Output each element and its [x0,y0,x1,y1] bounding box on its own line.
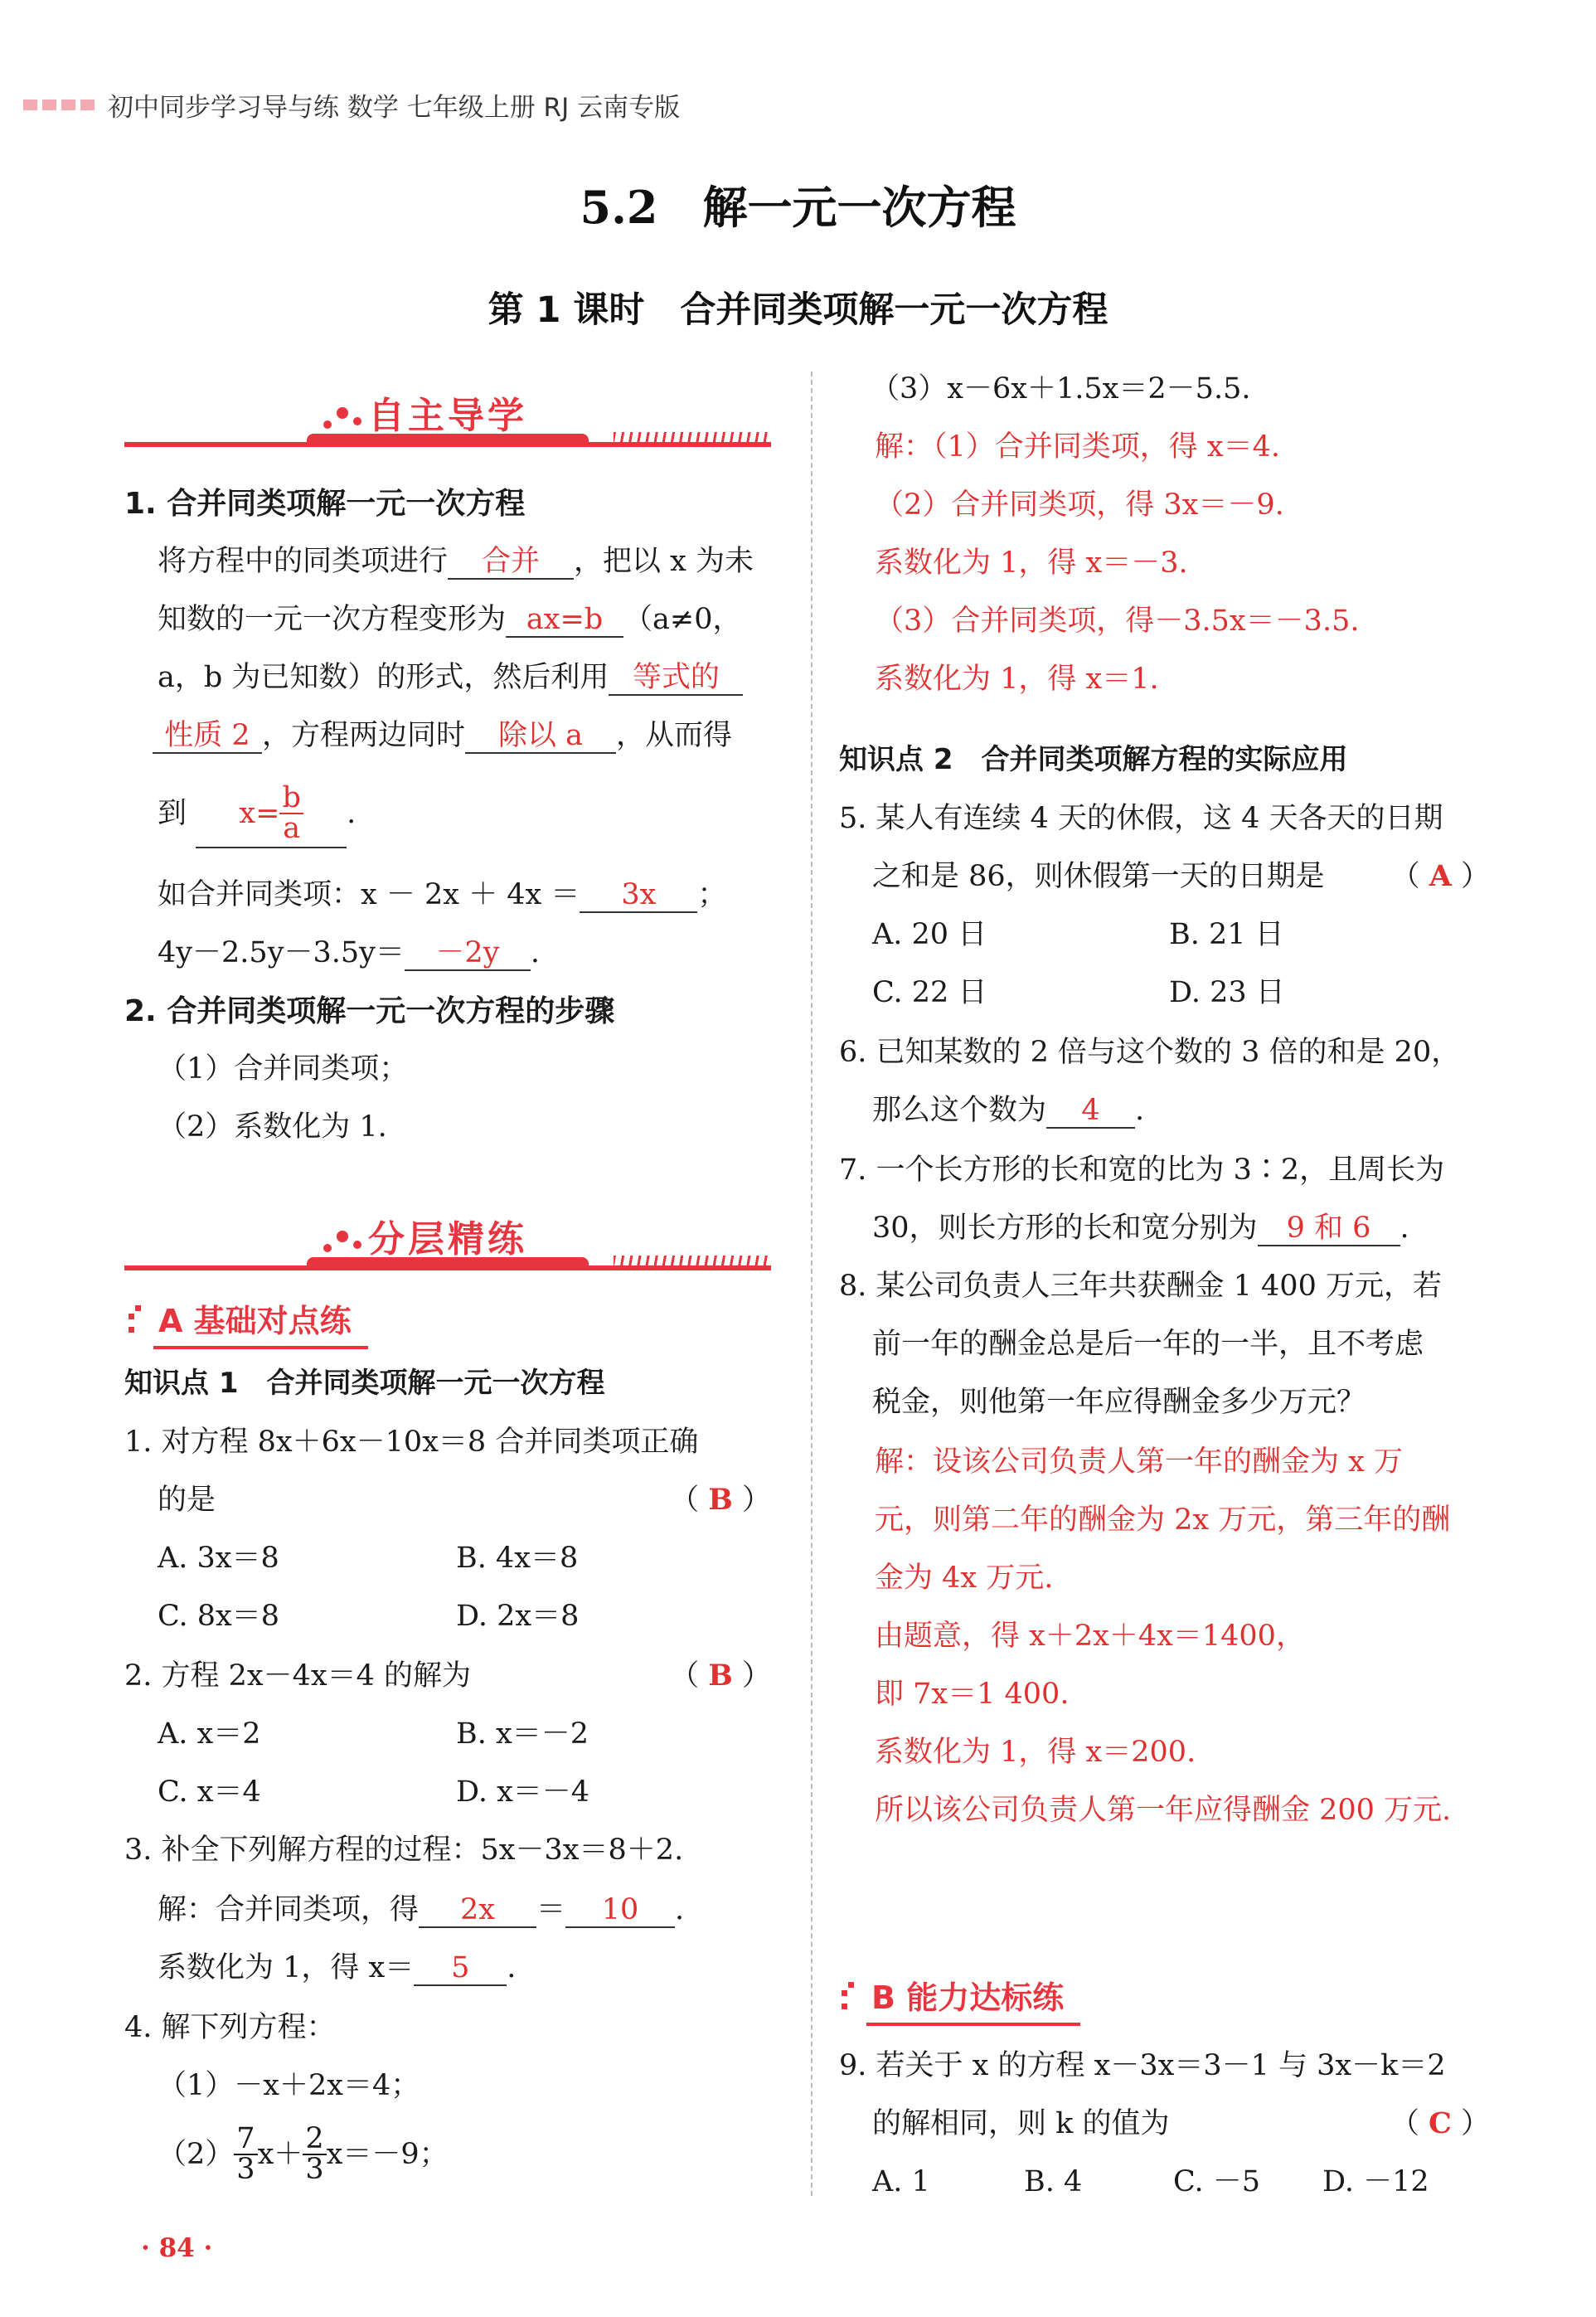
question-9-cont: 的解相同，则 k 的值为 （ C ） [872,2106,1490,2140]
lesson-title: 第 1 课时 合并同类项解一元一次方程 [488,289,1108,331]
option-b: B. x＝－2 [456,1717,589,1751]
option-d: D. 23 日 [1169,976,1285,1009]
subsection-b: B 能力达标练 [842,1972,1064,2018]
k1-line-4: 性质 2 ，方程两边同时 除以 a ，从而得 [158,718,732,754]
blank-answer-fraction: x= $\frac{b}{a}$ [196,784,347,848]
k1-line-2: 知数的一元一次方程变形为 ax=b （a≠0， [158,603,742,636]
blank-answer: 3x [580,879,697,913]
banner-self-study [124,386,771,460]
question-6-cont: 那么这个数为 4 . [872,1094,1145,1127]
option-a: A. 20 日 [872,918,987,951]
header-square-icon [80,100,95,110]
header-square-icon [42,100,56,110]
blank-answer: 等式的 [609,662,743,696]
solution-line: 所以该公司负责人第一年应得酬金 200 万元. [875,1794,1452,1827]
blank-answer: 4 [1046,1095,1135,1129]
solution-line: （2）合并同类项，得 3x＝－9. [875,488,1284,522]
solution-line: 解：（1）合并同类项，得 x＝4. [875,430,1281,464]
question-4-part-2: （2） $\frac{7}{3}$ x＋ $\frac{2}{3}$ x＝－9； [158,2122,449,2186]
k1-line-7: 4y－2.5y－3.5y＝ －2y . [158,936,541,969]
question-8: 8. 某公司负责人三年共获酬金 1 400 万元，若 [839,1270,1442,1303]
question-3-step-2: 系数化为 1，得 x＝ 5 . [158,1951,517,1984]
blank-answer: 2x [419,1894,536,1928]
question-4-part-1: （1）－x＋2x＝4； [158,2069,420,2102]
solution-line: 系数化为 1，得 x＝－3. [875,546,1188,580]
subsection-a: A 基础对点练 [129,1295,352,1341]
question-4-part-3: （3）x－6x＋1.5x＝2－5.5. [871,372,1251,406]
question-5-cont: 之和是 86，则休假第一天的日期是 （ A ） [872,859,1490,893]
k1-line-3: a，b 为已知数）的形式，然后利用 等式的 [158,660,743,696]
question-1: 1. 对方程 8x＋6x－10x＝8 合并同类项正确 [124,1426,699,1459]
running-header [23,86,680,124]
option-c: C. x＝4 [158,1775,261,1809]
solution-line: 系数化为 1，得 x＝1. [875,663,1159,696]
option-b: B. 21 日 [1169,918,1284,951]
section-title: 5.2 解一元一次方程 [580,181,1016,234]
question-9: 9. 若关于 x 的方程 x－3x＝3－1 与 3x－k＝2 [839,2049,1446,2082]
question-7-cont: 30，则长方形的长和宽分别为 9 和 6 . [872,1212,1409,1245]
question-7: 7. 一个长方形的长和宽的比为 3∶2，且周长为 [839,1154,1445,1187]
question-6: 6. 已知某数的 2 倍与这个数的 3 倍的和是 20， [839,1036,1461,1069]
blank-answer: 除以 a [465,720,616,754]
blank-answer: －2y [405,937,531,971]
question-2: 2. 方程 2x－4x＝4 的解为 （ B ） [124,1659,771,1693]
step-1: （1）合并同类项； [158,1052,409,1086]
option-d: D. 2x＝8 [456,1600,580,1633]
blank-answer: 性质 2 [153,720,262,754]
option-a: A. 3x＝8 [158,1542,279,1575]
solution-line: 由题意，得 x＋2x＋4x＝1400， [875,1620,1305,1653]
knowledge-point-1: 知识点 1 合并同类项解一元一次方程 [124,1367,605,1400]
option-d: D. －12 [1322,2165,1429,2198]
blank-answer: ax=b [506,604,623,638]
question-8-cont: 税金，则他第一年应得酬金多少万元？ [872,1386,1366,1419]
page-number: · 84 · [141,2233,213,2263]
solution-line: 系数化为 1，得 x＝200. [875,1736,1196,1769]
question-8-cont: 前一年的酬金总是后一年的一半，且不考虑 [872,1328,1424,1361]
banner-label: 分层精练 [368,1218,527,1261]
question-3-step-1: 解：合并同类项，得 2x ＝ 10 . [158,1893,685,1926]
k1-line-5: 到 x= $\frac{b}{a}$ . [158,784,356,848]
banner-practice [124,1209,771,1284]
option-c: C. 22 日 [872,976,987,1009]
option-a: A. 1 [872,2165,930,2198]
solution-line: 元，则第二年的酬金为 2x 万元，第三年的酬 [875,1503,1451,1537]
option-a: A. x＝2 [158,1717,261,1751]
k1-line-6: 如合并同类项：x － 2x ＋ 4x ＝ 3x ； [158,878,727,911]
blank-answer: 10 [565,1894,675,1928]
option-d: D. x＝－4 [456,1775,590,1809]
option-b: B. 4 [1024,2165,1083,2198]
solution-line: 解：设该公司负责人第一年的酬金为 x 万 [875,1445,1403,1479]
solution-line: 即 7x＝1 400. [875,1678,1070,1711]
answer-choice: B [708,1483,733,1517]
answer-choice: C [1429,2106,1452,2140]
answer-choice: A [1429,859,1452,893]
solution-line: 金为 4x 万元. [875,1562,1054,1595]
blank-answer: 9 和 6 [1258,1212,1400,1246]
question-5: 5. 某人有连续 4 天的休假，这 4 天各天的日期 [839,802,1443,835]
option-b: B. 4x＝8 [456,1542,579,1575]
header-square-icon [23,100,37,110]
option-c: C. 8x＝8 [158,1600,280,1633]
question-1-cont: 的是 （ B ） [158,1483,771,1517]
column-divider [811,372,813,2196]
header-square-icon [61,100,75,110]
step-2: （2）系数化为 1. [158,1110,387,1144]
knowledge-point-2: 知识点 2 合并同类项解方程的实际应用 [839,743,1348,776]
question-3: 3. 补全下列解方程的过程：5x－3x＝8＋2. [124,1834,684,1867]
knowledge-heading-1: 1. 合并同类项解一元一次方程 [124,487,526,521]
option-c: C. －5 [1173,2165,1261,2198]
k1-line-1: 将方程中的同类项进行 合并 ，把以 x 为未 [158,545,754,578]
header-text: 初中同步学习导与练 数学 七年级上册 RJ 云南专版 [108,93,681,123]
knowledge-heading-2: 2. 合并同类项解一元一次方程的步骤 [124,994,615,1028]
banner-label: 自主导学 [368,395,527,437]
blank-answer: 5 [414,1952,507,1986]
question-4: 4. 解下列方程： [124,2011,336,2044]
answer-choice: B [708,1659,733,1693]
blank-answer: 合并 [448,546,574,580]
solution-line: （3）合并同类项，得－3.5x＝－3.5. [875,605,1360,638]
